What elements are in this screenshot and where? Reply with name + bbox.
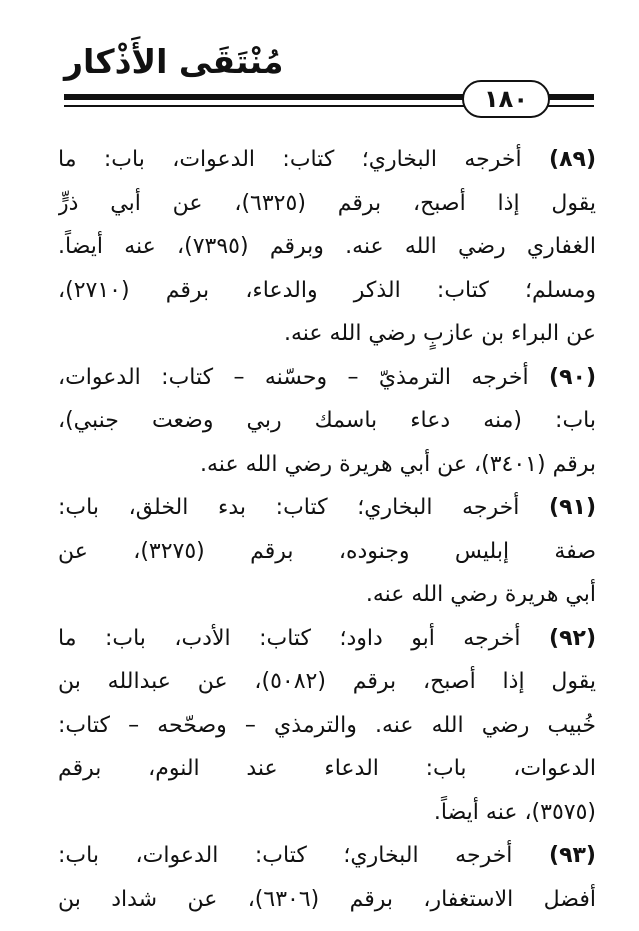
footnote-93 xyxy=(58,834,596,921)
footnote-line: ومسلم؛ كتاب: الذكر والدعاء، برقم (٢٧١٠)، xyxy=(58,277,596,303)
footnotes-list xyxy=(58,138,596,921)
footnote-text: أخرجه البخاري؛ كتاب: الدعوات، باب: xyxy=(58,843,513,868)
footnote-number: (٩٣) xyxy=(549,843,596,868)
footnote-line: الغفاري رضي الله عنه. وبرقم (٧٣٩٥)، عنه أيضاً. xyxy=(58,234,596,259)
footnote-line: خُبيب رضي الله عنه. والترمذي – وصحّحه – كتاب: xyxy=(58,712,596,738)
footnote-line xyxy=(58,834,596,878)
header-rule-thick xyxy=(64,94,464,100)
footnote-92 xyxy=(58,617,596,835)
footnote-number: (٩١) xyxy=(549,495,596,520)
footnote-89 xyxy=(58,138,596,356)
header-rule-thin-right xyxy=(548,105,594,107)
footnote-line: أبي هريرة رضي الله عنه. xyxy=(365,582,596,607)
footnote-line xyxy=(58,138,596,182)
header-rule-thin xyxy=(64,105,464,107)
page-number: ١٨٠ xyxy=(462,80,550,118)
footnote-line: عن البراء بن عازبٍ رضي الله عنه. xyxy=(283,321,596,346)
footnote-line: باب: (منه دعاء باسمك ربي وضعت جنبي)، xyxy=(58,408,596,433)
footnote-line xyxy=(58,486,596,530)
footnote-number: (٩٠) xyxy=(549,364,596,390)
footnote-text: أخرجه البخاري؛ كتاب: الدعوات، باب: ما xyxy=(58,147,522,172)
footnote-number: (٩٢) xyxy=(549,625,596,651)
footnote-line xyxy=(58,617,596,661)
footnote-line xyxy=(58,356,596,400)
footnote-line: (٣٥٧٥)، عنه أيضاً. xyxy=(433,799,596,825)
footnote-90 xyxy=(58,356,596,487)
footnote-text: أخرجه أبو داود؛ كتاب: الأدب، باب: ما xyxy=(58,625,521,651)
page-header xyxy=(64,38,594,118)
header-rule-thick-right xyxy=(548,94,594,100)
footnote-text: أخرجه الترمذيّ – وحسّنه – كتاب: الدعوات، xyxy=(58,364,529,390)
footnote-91 xyxy=(58,486,596,617)
book-title: مُنْتَقَى الأَذْكار xyxy=(64,42,284,81)
footnote-number: (٨٩) xyxy=(549,147,596,172)
footnote-line: يقول إذا أصبح، برقم (٦٣٢٥)، عن أبي ذرٍّ xyxy=(58,190,596,216)
footnote-line: يقول إذا أصبح، برقم (٥٠٨٢)، عن عبدالله بن xyxy=(58,669,596,694)
footnote-line: صفة إبليس وجنوده، برقم (٣٢٧٥)، عن xyxy=(58,538,596,564)
footnote-line: برقم (٣٤٠١)، عن أبي هريرة رضي الله عنه. xyxy=(200,451,596,477)
footnote-line: الدعوات، باب: الدعاء عند النوم، برقم xyxy=(58,756,596,781)
footnote-text: أخرجه البخاري؛ كتاب: بدء الخلق، باب: xyxy=(58,495,520,520)
footnote-line: أفضل الاستغفار، برقم (٦٣٠٦)، عن شداد بن xyxy=(58,886,596,912)
